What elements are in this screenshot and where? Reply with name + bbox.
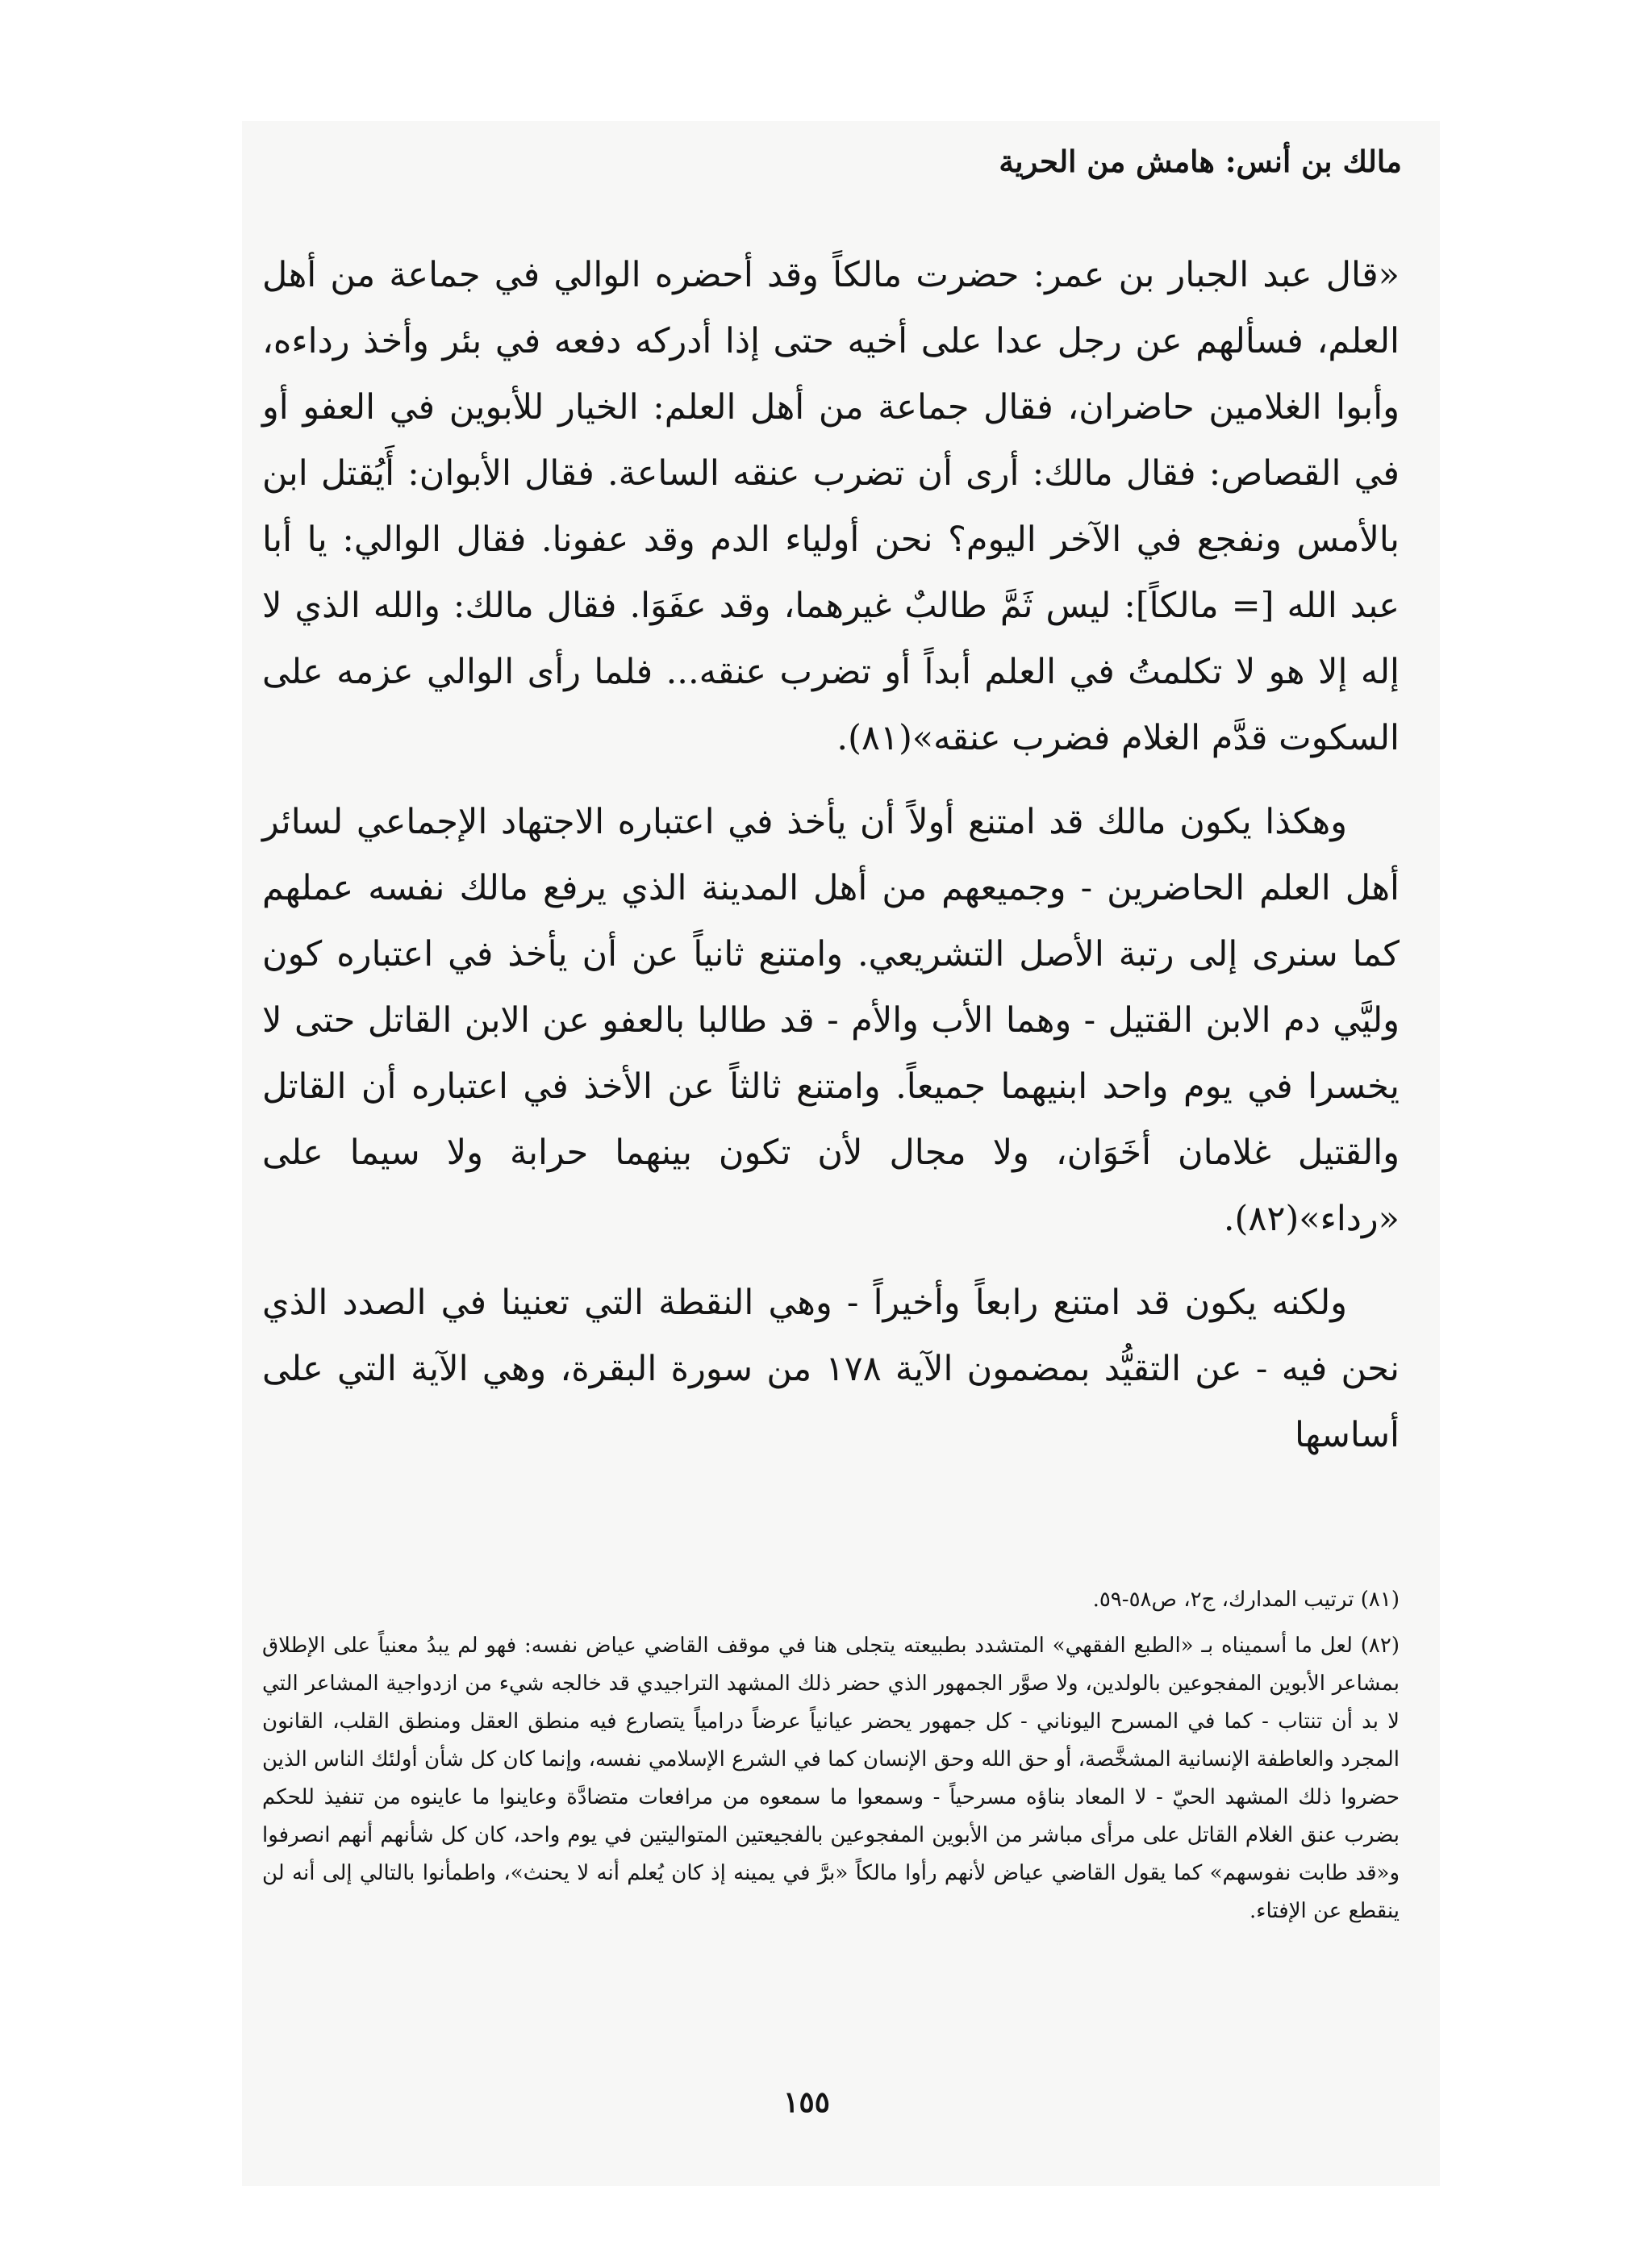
running-head: مالك بن أنس: هامش من الحرية <box>999 144 1402 179</box>
paragraph-quotation: «قال عبد الجبار بن عمر: حضرت مالكاً وقد أحضره الوالي في جماعة من أهل العلم، فسألهم عن رجل عدا على أخيه حتى إذا أدركه دفعه في بئر وأخذ رداءه، وأبوا الغلامين حاضران، فقال جماعة من أهل العلم: الخيار للأبوين في العفو أو في القصاص: فقال مالك: أرى أن تضرب عنقه الساعة. فقال الأبوان: أَيُقتل ابن بالأمس ونفجع في الآخر اليوم؟ نحن أولياء الدم وقد عفونا. فقال الوالي: يا أبا عبد الله [= مالكاً]: ليس ثَمَّ طالبٌ غيرهما، وقد عفَوَا. فقال مالك: والله الذي لا إله إلا هو لا تكلمتُ في العلم أبداً أو تضرب عنقه... فلما رأى الوالي عزمه على السكوت قدَّم الغلام فضرب عنقه»(٨١). <box>262 255 1400 758</box>
page-number: ١٥٥ <box>782 2085 830 2119</box>
footnote-82: (٨٢) لعل ما أسميناه بـ «الطبع الفقهي» المتشدد بطبيعته يتجلى هنا في موقف القاضي عياض نفسه: فهو لم يبدُ معنياً على الإطلاق بمشاعر الأبوين المفجوعين بالولدين، ولا صوَّر الجمهور الذي حضر ذلك المشهد التراجيدي قد خالجه شيء من ازدواجية المشاعر التي لا بد أن تنتاب - كما في المسرح اليوناني - كل جمهور يحضر عيانياً عرضاً درامياً يتصارع فيه منطق العقل ومنطق القلب، القانون المجرد والعاطفة الإنسانية المشخَّصة، أو حق الله وحق الإنسان كما في الشرع الإسلامي نفسه، وإنما كان كل شأن أولئك الناس الذين حضروا ذلك المشهد الحيّ - لا المعاد بناؤه مسرحياً - وسمعوا ما سمعوه من مرافعات متضادَّة وعاينوا ما عاينوه من تنفيذ للحكم بضرب عنق الغلام القاتل على مرأى مباشر من الأبوين المفجوعين بالفجيعتين المتواليتين في يوم واحد، كان كل شأنهم أنهم انصرفوا و«قد طابت نفوسهم» كما يقول القاضي عياض لأنهم رأوا مالكاً «برَّ في يمينه إذ كان يُعلم أنه لا يحنث»، واطمأنوا بالتالي إلى أنه لن ينقطع عن الإفتاء. <box>262 1634 1400 1923</box>
footnotes <box>262 1581 1400 1930</box>
paragraph-continuation: ولكنه يكون قد امتنع رابعاً وأخيراً - وهي النقطة التي تعنينا في الصدد الذي نحن فيه - عن التقيُّد بمضمون الآية ١٧٨ من سورة البقرة، وهي الآية التي على أساسها <box>262 1283 1400 1455</box>
paragraph-analysis: وهكذا يكون مالك قد امتنع أولاً أن يأخذ في اعتباره الاجتهاد الإجماعي لسائر أهل العلم الحاضرين - وجميعهم من أهل المدينة الذي يرفع مالك نفسه عملهم كما سنرى إلى رتبة الأصل التشريعي. وامتنع ثانياً عن أن يأخذ في اعتباره كون وليَّي دم الابن القتيل - وهما الأب والأم - قد طالبا بالعفو عن الابن القاتل حتى لا يخسرا في يوم واحد ابنيهما جميعاً. وامتنع ثالثاً عن الأخذ في اعتباره أن القاتل والقتيل غلامان أخَوَان، ولا مجال لأن تكون بينهما حرابة ولا سيما على «رداء»(٨٢). <box>262 802 1400 1239</box>
main-text <box>262 242 1400 1468</box>
footnote-81: (٨١) ترتيب المدارك، ج٢، ص٥٨-٥٩. <box>1092 1588 1400 1612</box>
